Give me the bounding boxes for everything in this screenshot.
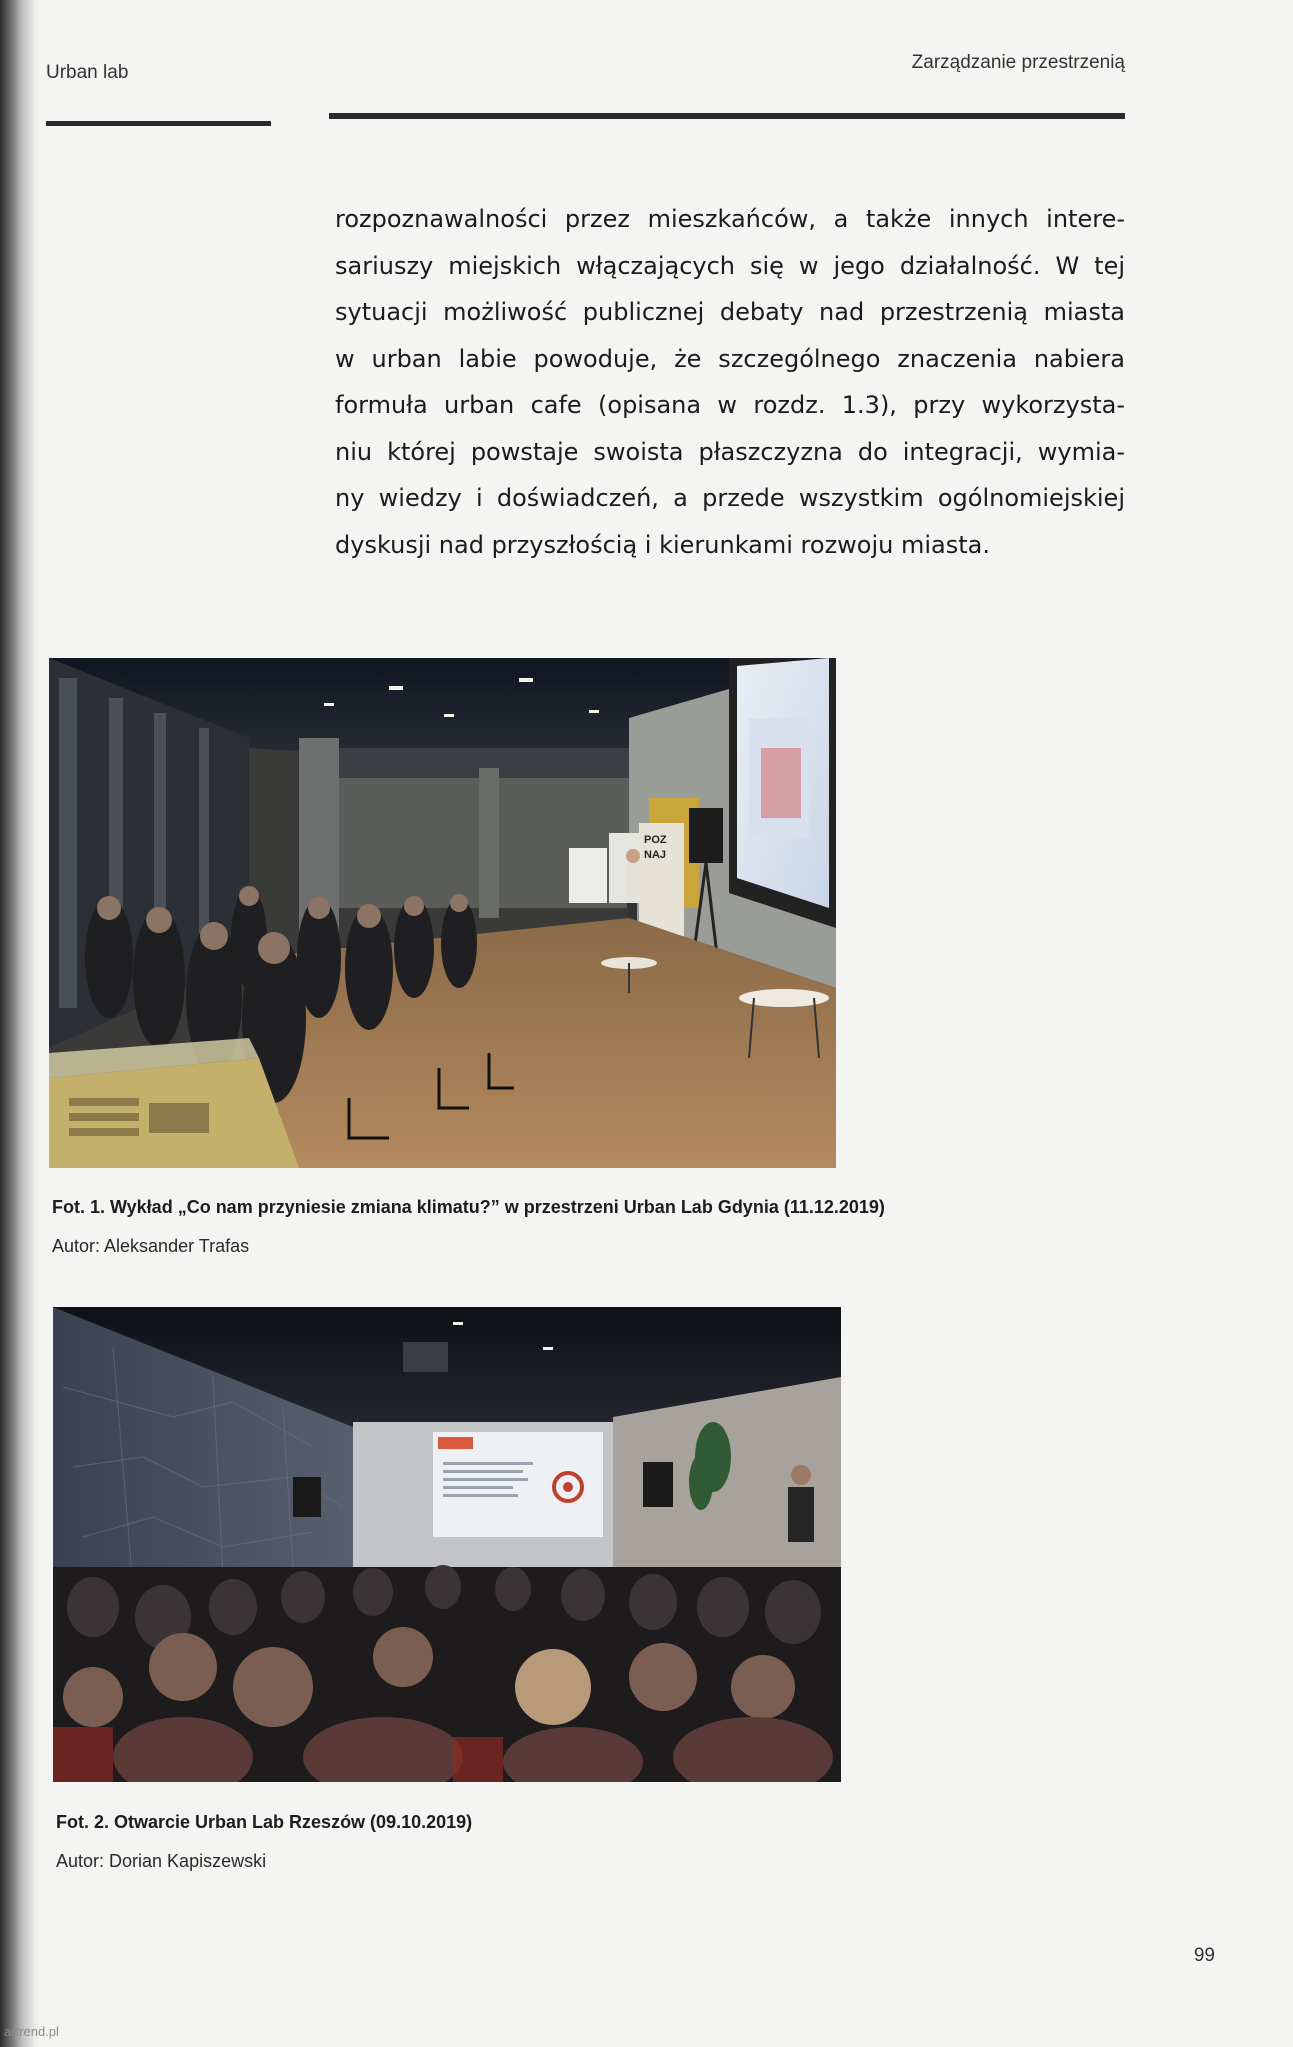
body-line: w urban labie powoduje, że szczególnego znaczenia nabiera [335,344,1125,373]
body-paragraph [335,196,1125,568]
watermark: artrend.pl [4,2024,59,2039]
photo2-caption: Fot. 2. Otwarcie Urban Lab Rzeszów (09.10.2019) [56,1812,473,1832]
photo-lecture-gdynia [49,658,836,1168]
poster-text: POZ [644,834,667,846]
photo-opening-rzeszow [53,1307,841,1782]
photo1-author: Autor: Aleksander Trafas [52,1236,250,1256]
photo1-caption: Fot. 1. Wykład „Co nam przyniesie zmiana klimatu?” w przestrzeni Urban Lab Gdynia (11.12.2019) [52,1197,885,1217]
header-rule-left [46,121,271,126]
body-line: dyskusji nad przyszłością i kierunkami rozwoju miasta. [335,530,990,559]
book-spine-shadow [0,0,40,2047]
body-line: sariuszy miejskich włączających się w jego działalność. W tej [335,251,1125,280]
body-line: niu której powstaje swoista płaszczyzna do integracji, wymia- [335,437,1125,466]
header-rule-right [329,113,1125,119]
photo2-author: Autor: Dorian Kapiszewski [56,1851,267,1871]
body-line: formuła urban cafe (opisana w rozdz. 1.3), przy wykorzysta- [335,391,1125,419]
body-line: ny wiedzy i doświadczeń, a przede wszystkim ogólnomiejskiej [335,484,1125,512]
body-line: sytuacji możliwość publicznej debaty nad przestrzenią miasta [335,298,1125,326]
body-line: rozpoznawalności przez mieszkańców, a także innych intere- [335,205,1125,233]
svg-text:NAJ: NAJ [644,849,667,861]
running-header-left: Urban lab [46,62,129,83]
running-header-right: Zarządzanie przestrzenią [911,52,1125,73]
page-number: 99 [1193,1945,1215,1966]
